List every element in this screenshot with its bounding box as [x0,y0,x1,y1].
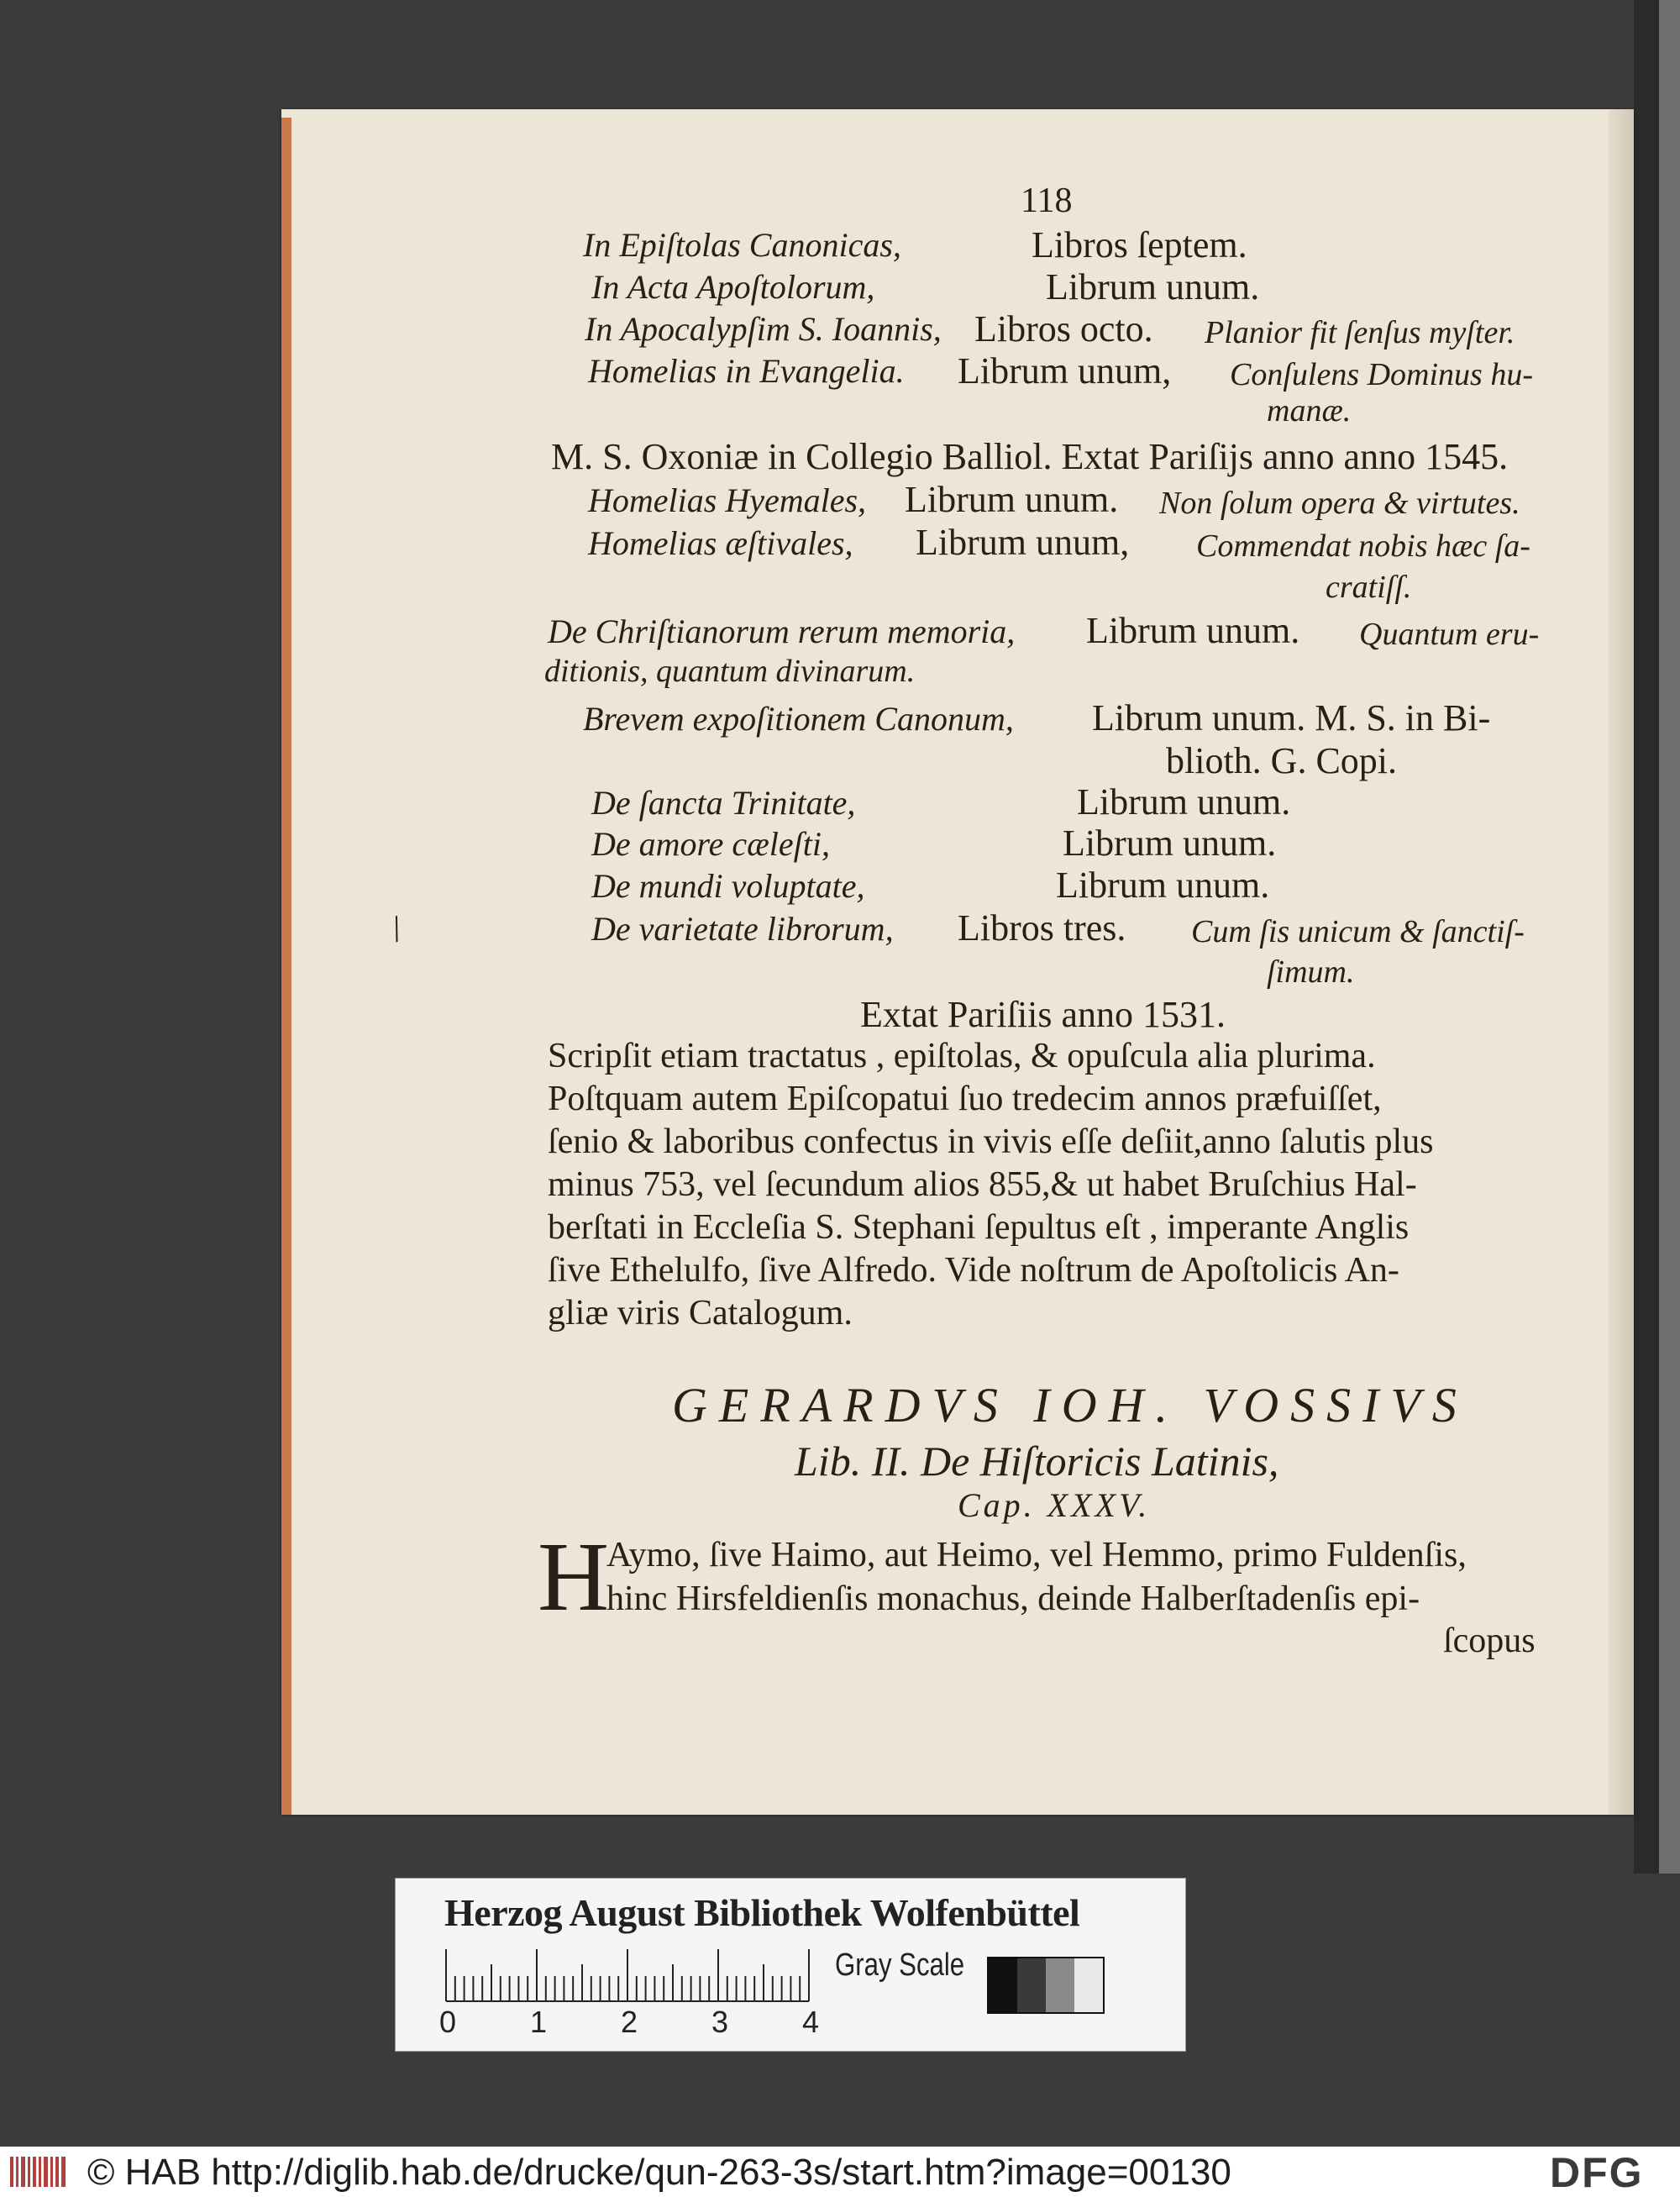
work-title: Homelias æſtivales, [588,524,853,562]
ruler-number: 0 [439,2005,457,2039]
ruler-number: 2 [621,2005,638,2039]
gray-scale-bar [987,1957,1105,2014]
gray-swatch [1046,1958,1074,2012]
work-books: Librum unum. [1063,823,1277,864]
work-books: Librum unum. [1056,865,1270,906]
paragraph-line: Poſtquam autem Epiſcopatui ſuo tredecim annos præfuiſſet, [548,1080,1382,1118]
gray-scale-label: Gray Scale [835,1947,965,1983]
paragraph-line: Aymo, ſive Haimo, aut Heimo, vel Hemmo, primo Fuldenſis, [606,1536,1467,1574]
drop-cap: H [538,1522,610,1632]
work-incipit: Conſulens Dominus hu- [1230,357,1533,392]
work-incipit: Planior fit ſenſus myſter. [1205,315,1515,350]
card-title: Herzog August Bibliothek Wolfenbüttel [444,1891,1080,1934]
ms-line: M. S. Oxoniæ in Collegio Balliol. Extat Pariſijs anno anno 1545. [551,436,1509,477]
work-books: Librum unum. [1077,781,1291,823]
work-books: Librum unum. [1086,610,1300,651]
work-title: Homelias in Evangelia. [588,352,905,390]
ruler-number: 1 [530,2005,548,2039]
work-books: Librum unum, [958,350,1172,392]
work-books: Libros tres. [958,907,1126,949]
work-books: Libros ſeptem. [1032,224,1247,265]
work-title: In Epiſtolas Canonicas, [583,226,901,264]
work-title: Homelias Hyemales, [588,481,867,519]
work-books: Librum unum. [1046,266,1260,307]
work-title: De mundi voluptate, [591,867,865,905]
work-incipit-cont: cratiſſ. [1326,570,1412,605]
paragraph-line: ſcopus [1443,1621,1536,1660]
work-incipit-cont: manæ. [1267,393,1352,428]
work-incipit-cont: ditionis, quantum divinarum. [544,654,916,689]
footer-bar [0,2147,1680,2197]
work-title: De amore cæleſti, [591,825,831,863]
dfg-logo: DFG [1550,2149,1644,2196]
page-gutter [1609,109,1634,1815]
work-incipit: Quantum eru- [1359,617,1540,652]
work-books: Librum unum. [905,479,1119,520]
work-title: In Apocalypſim S. Ioannis, [585,310,942,348]
work-incipit: Cum ſis unicum & ſanctiſ- [1191,914,1525,949]
extat-line: Extat Pariſiis anno 1531. [860,994,1226,1035]
adjacent-page-edge [1659,0,1680,1874]
ruler-numbers [439,2005,826,2042]
paragraph-line: hinc Hirsfeldienſis monachus, deinde Halberſtadenſis epi- [606,1579,1420,1618]
work-books-cont: blioth. G. Copi. [1166,740,1398,781]
work-incipit-cont: ſimum. [1267,954,1355,990]
work-incipit: Non ſolum opera & virtutes. [1159,486,1520,521]
color-target-card [395,1878,1186,2052]
work-title: De varietate librorum, [591,910,894,948]
ruler-number: 3 [711,2005,729,2039]
chapter-number: Cap. XXXV. [958,1486,1151,1524]
page-number: 118 [1021,181,1073,220]
section-subheading: Lib. II. De Hiſtoricis Latinis, [795,1438,1279,1485]
gray-swatch [1017,1958,1046,2012]
gray-swatch [1074,1958,1103,2012]
work-incipit: Commendat nobis hæc ſa- [1196,528,1530,564]
stray-pen-mark: / [384,907,409,950]
work-title: Brevem expoſitionem Canonum, [583,700,1014,738]
paragraph-line: Scripſit etiam tractatus , epiſtolas, & opuſcula alia plurima. [548,1037,1376,1075]
gray-swatch [989,1958,1017,2012]
paragraph-line: gliæ viris Catalogum. [548,1294,853,1332]
barcode-icon [8,2153,69,2190]
ruler-number: 4 [802,2005,820,2039]
paragraph-line: minus 753, vel ſecundum alios 855,& ut habet Bruſchius Hal- [548,1165,1417,1204]
work-books: Librum unum. M. S. in Bi- [1092,697,1491,738]
work-title: De Chriſtianorum rerum memoria, [548,612,1016,650]
page-edge [281,118,291,1815]
work-title: De ſancta Trinitate, [591,784,856,822]
work-books: Libros octo. [974,308,1153,350]
work-title: In Acta Apoſtolorum, [591,268,875,306]
paragraph-line: berſtati in Eccleſia S. Stephani ſepultus eſt , imperante Anglis [548,1208,1410,1247]
paragraph-line: ſive Ethelulfo, ſive Alfredo. Vide noſtrum de Apoſtolicis An- [548,1251,1399,1290]
ruler-scale [444,1946,814,2003]
footer-url[interactable]: © HAB http://diglib.hab.de/drucke/qun-263-3s/start.htm?image=00130 [87,2152,1231,2193]
section-heading: GERARDVS IOH. VOSSIVS [672,1378,1468,1432]
paragraph-line: ſenio & laboribus confectus in vivis eſſe deſiit,anno ſalutis plus [548,1122,1434,1161]
work-books: Librum unum, [916,522,1130,563]
